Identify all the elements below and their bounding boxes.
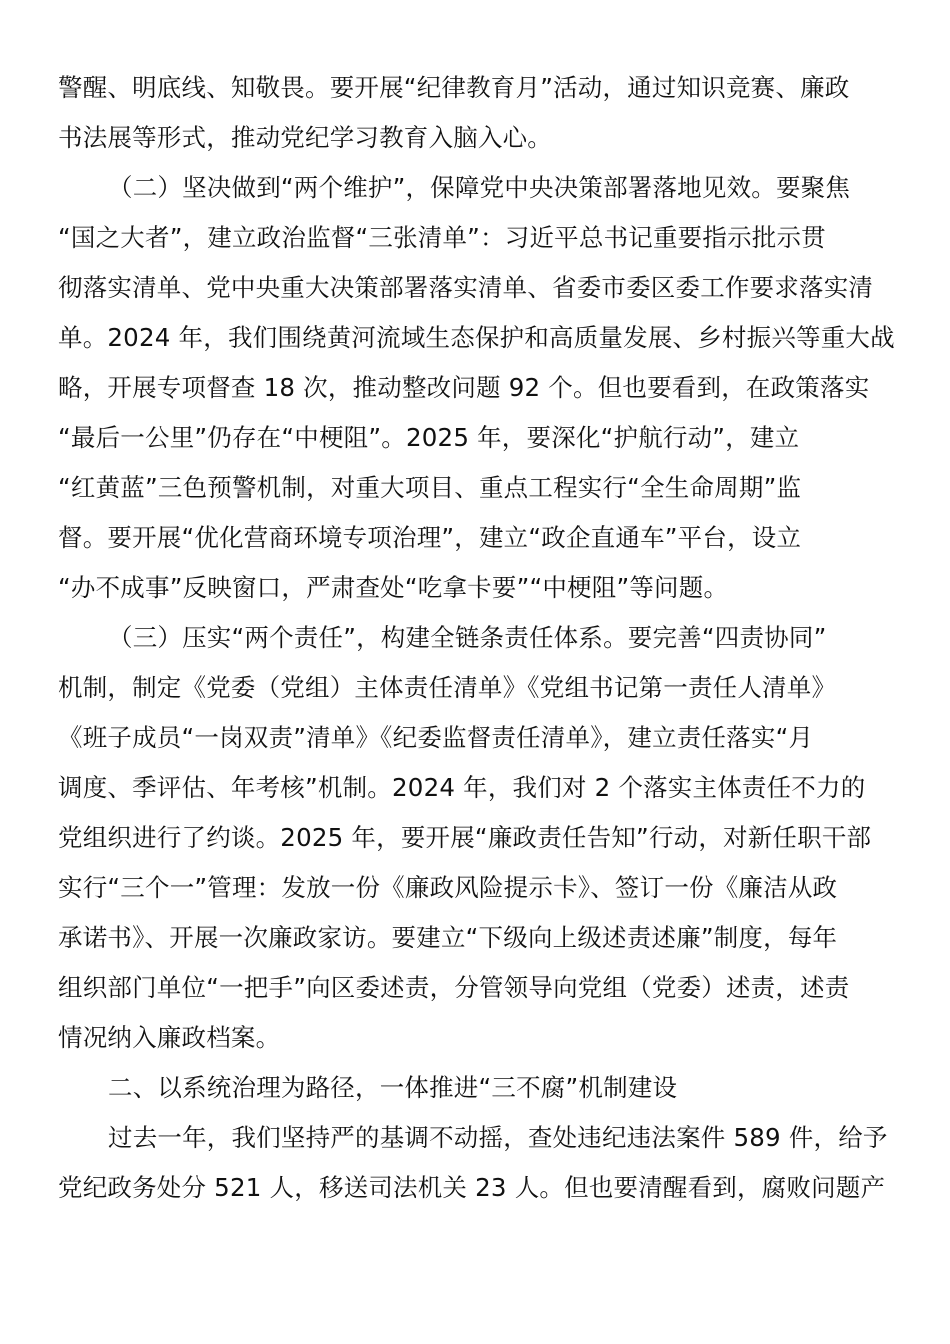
- text-line: 承诺书》、开展一次廉政家访。要建立“下级向上级述责述廉”制度，每年: [58, 923, 838, 952]
- text-line: 组织部门单位“一把手”向区委述责，分管领导向党组（党委）述责，述责: [58, 973, 850, 1002]
- text-line: 督。要开展“优化营商环境专项治理”，建立“政企直通车”平台，设立: [58, 523, 802, 552]
- text-line: 警醒、明底线、知敬畏。要开展“纪律教育月”活动，通过知识竞赛、廉政: [58, 73, 850, 102]
- chapter-heading: 二、以系统治理为路径，一体推进“三不腐”机制建设: [108, 1073, 678, 1102]
- text-line: 实行“三个一”管理：发放一份《廉政风险提示卡》、签订一份《廉洁从政: [58, 873, 838, 902]
- text-line: “红黄蓝”三色预警机制，对重大项目、重点工程实行“全生命周期”监: [58, 473, 802, 502]
- text-line: 《班子成员“一岗双责”清单》《纪委监督责任清单》，建立责任落实“月: [58, 723, 814, 752]
- text-line: 党组织进行了约谈。2025 年，要开展“廉政责任告知”行动，对新任职干部: [58, 823, 872, 852]
- text-line: “办不成事”反映窗口，严肃查处“吃拿卡要”“中梗阻”等问题。: [58, 573, 729, 602]
- section-heading-2: （二）坚决做到“两个维护”，保障党中央决策部署落地见效。要聚焦: [108, 173, 851, 202]
- text-line: “最后一公里”仍存在“中梗阻”。2025 年，要深化“护航行动”，建立: [58, 423, 800, 452]
- text-line: 党纪政务处分 521 人，移送司法机关 23 人。但也要清醒看到，腐败问题产: [58, 1173, 886, 1202]
- text-line: 调度、季评估、年考核”机制。2024 年，我们对 2 个落实主体责任不力的: [58, 773, 866, 802]
- section-heading-3: （三）压实“两个责任”，构建全链条责任体系。要完善“四责协同”: [108, 623, 827, 652]
- text-line: 过去一年，我们坚持严的基调不动摇，查处违纪违法案件 589 件，给予: [108, 1123, 888, 1152]
- text-line: 略，开展专项督查 18 次，推动整改问题 92 个。但也要看到，在政策落实: [58, 373, 870, 402]
- text-line: 彻落实清单、党中央重大决策部署落实清单、省委市委区委工作要求落实清: [58, 273, 874, 302]
- text-line: “国之大者”，建立政治监督“三张清单”：习近平总书记重要指示批示贯: [58, 223, 826, 252]
- text-line: 情况纳入廉政档案。: [58, 1023, 281, 1052]
- text-line: 书法展等形式，推动党纪学习教育入脑入心。: [58, 123, 552, 152]
- text-line: 单。2024 年，我们围绕黄河流域生态保护和高质量发展、乡村振兴等重大战: [58, 323, 895, 352]
- text-line: 机制，制定《党委（党组）主体责任清单》《党组书记第一责任人清单》: [58, 673, 837, 702]
